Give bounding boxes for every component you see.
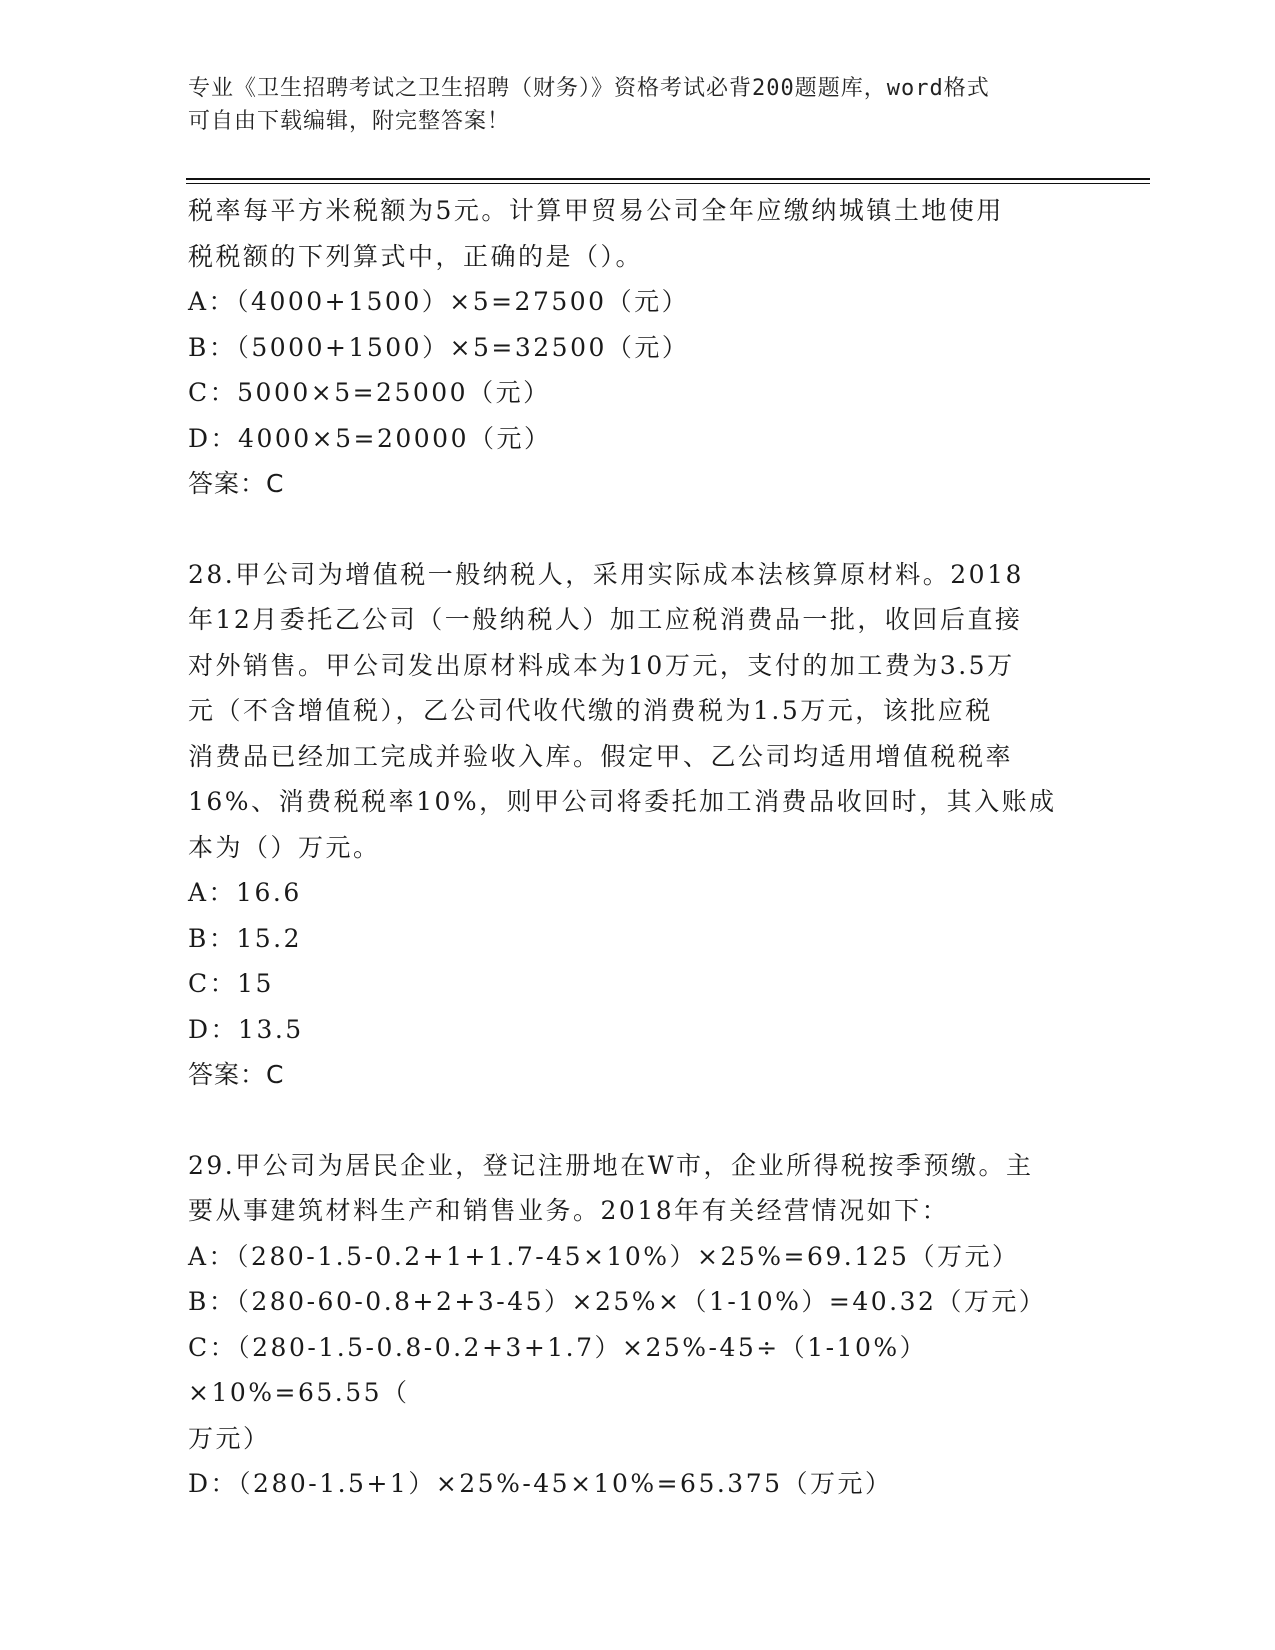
document-body bbox=[188, 188, 1078, 1507]
q28-option-d: D：13.5 bbox=[188, 1014, 304, 1044]
q28-stem-line-2: 年12月委托乙公司（一般纳税人）加工应税消费品一批，收回后直接 bbox=[188, 605, 1023, 634]
q28-stem-line-6: 16%、消费税税率10%，则甲公司将委托加工消费品收回时，其入账成 bbox=[188, 787, 1057, 816]
q29-stem-line-2: 要从事建筑材料生产和销售业务。2018年有关经营情况如下： bbox=[188, 1196, 950, 1225]
q28-answer: 答案：C bbox=[188, 1060, 285, 1089]
question-29 bbox=[188, 1143, 1078, 1507]
q27-option-a: A：（4000+1500）×5=27500（元） bbox=[188, 287, 690, 316]
q28-stem-line-4: 元（不含增值税），乙公司代收代缴的消费税为1.5万元，该批应税 bbox=[188, 696, 993, 725]
q29-option-c-line-1: C：（280-1.5-0.8-0.2+3+1.7）×25%-45÷（1-10%）×10%=65.55（ bbox=[188, 1332, 928, 1407]
q29-option-a: A：（280-1.5-0.2+1+1.7-45×10%）×25%=69.125（万元） bbox=[188, 1241, 1020, 1271]
q29-option-d: D：（280-1.5+1）×25%-45×10%=65.375（万元） bbox=[188, 1469, 893, 1498]
q29-option-b: B：（280-60-0.8+2+3-45）×25%×（1-10%）=40.32（万元） bbox=[188, 1287, 1047, 1316]
document-header bbox=[188, 72, 1068, 138]
spacer bbox=[188, 507, 1078, 552]
question-28 bbox=[188, 552, 1078, 1098]
q27-stem-line-1: 税率每平方米税额为5元。计算甲贸易公司全年应缴纳城镇土地使用 bbox=[188, 196, 1004, 225]
q28-stem-line-5: 消费品已经加工完成并验收入库。假定甲、乙公司均适用增值税税率 bbox=[188, 741, 1014, 771]
q28-stem-line-7: 本为（）万元。 bbox=[188, 832, 381, 862]
question-27 bbox=[188, 188, 1078, 507]
q29-option-c-line-2: 万元） bbox=[188, 1423, 271, 1453]
q28-stem-line-1: 28.甲公司为增值税一般纳税人，采用实际成本法核算原材料。2018 bbox=[188, 559, 1024, 589]
q27-option-b: B：（5000+1500）×5=32500（元） bbox=[188, 332, 690, 362]
q28-option-b: B：15.2 bbox=[188, 923, 303, 953]
header-divider-thick bbox=[186, 178, 1150, 180]
q27-answer: 答案：C bbox=[188, 469, 285, 498]
header-title-line-1: 专业《卫生招聘考试之卫生招聘（财务）》资格考试必背200题题库，word格式 bbox=[188, 76, 990, 101]
q27-option-c: C：5000×5=25000（元） bbox=[188, 378, 551, 407]
q28-stem-line-3: 对外销售。甲公司发出原材料成本为10万元，支付的加工费为3.5万 bbox=[188, 650, 1015, 680]
spacer bbox=[188, 1098, 1078, 1143]
q27-stem-line-2: 税税额的下列算式中，正确的是（）。 bbox=[188, 241, 644, 271]
header-title-line-2: 可自由下载编辑，附完整答案！ bbox=[188, 109, 511, 134]
q29-stem-line-1: 29.甲公司为居民企业，登记注册地在W市，企业所得税按季预缴。主 bbox=[188, 1150, 1034, 1180]
q27-option-d: D：4000×5=20000（元） bbox=[188, 423, 552, 453]
q28-option-a: A：16.6 bbox=[188, 878, 302, 907]
q28-option-c: C：15 bbox=[188, 969, 274, 998]
header-divider-thin bbox=[186, 183, 1150, 184]
